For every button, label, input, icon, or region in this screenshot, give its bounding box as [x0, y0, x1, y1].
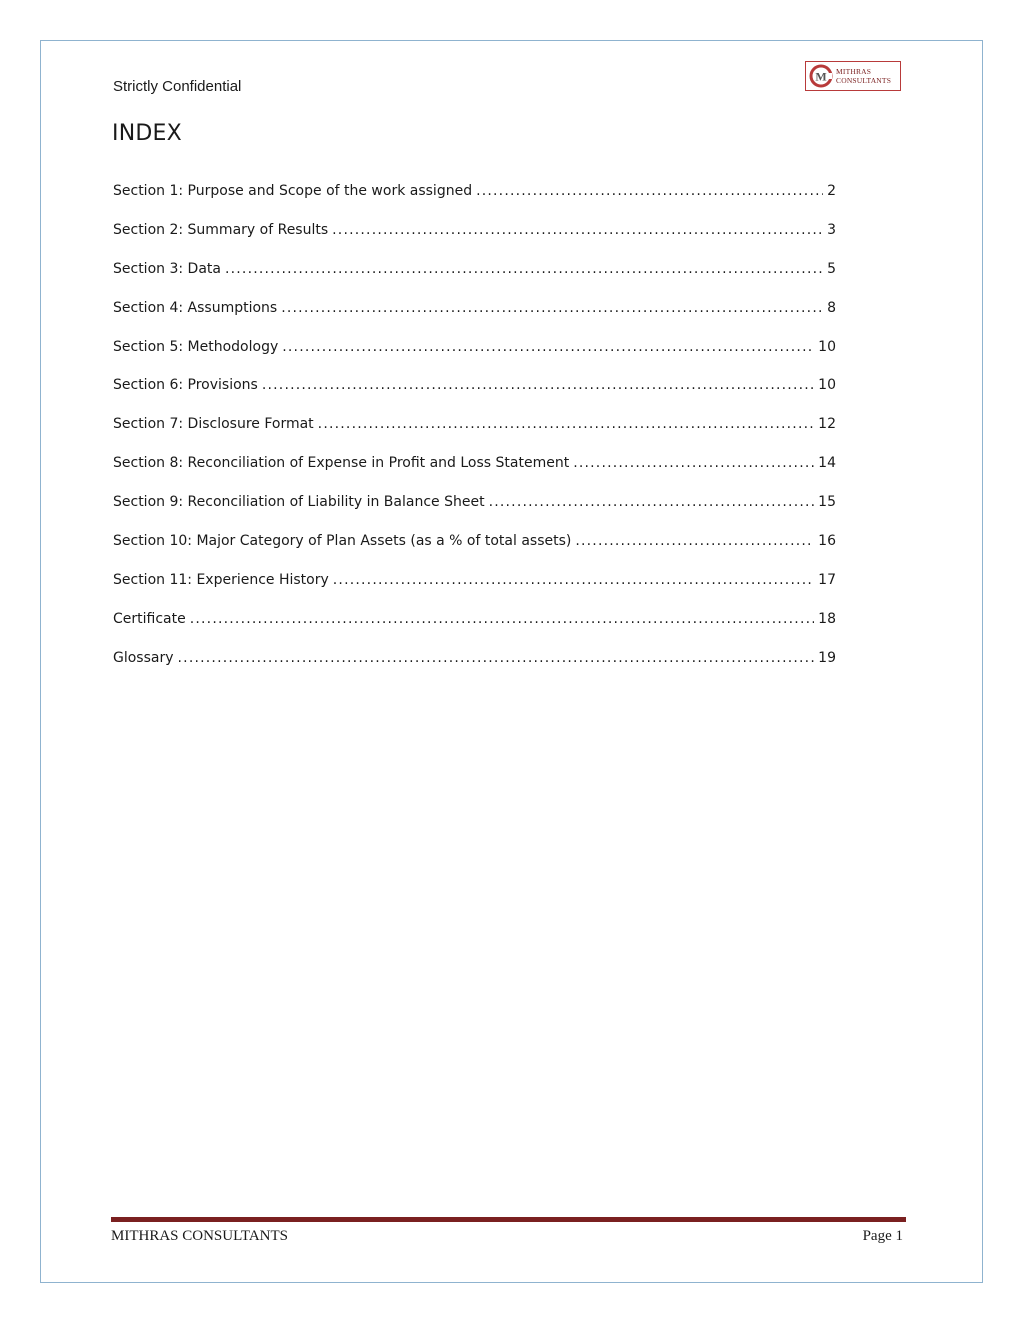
toc-entry-title: Section 11: Experience History	[113, 571, 329, 588]
footer-company-name: MITHRAS CONSULTANTS	[111, 1228, 289, 1244]
toc-leader	[190, 611, 814, 627]
toc-entry-title: Section 3: Data	[113, 260, 221, 277]
toc-leader	[225, 261, 823, 277]
toc-entry-title: Glossary	[113, 649, 174, 666]
toc-leader	[178, 650, 815, 666]
toc-entry-title: Section 9: Reconciliation of Liability in Balance Sheet	[113, 494, 485, 511]
toc-entry-page: 10	[818, 377, 836, 394]
toc-entry-title: Section 1: Purpose and Scope of the work assigned	[113, 183, 473, 199]
confidential-label: Strictly Confidential	[113, 78, 242, 95]
toc-entry[interactable]	[113, 300, 836, 339]
toc-entry[interactable]	[113, 650, 836, 689]
toc-entry[interactable]	[113, 455, 836, 494]
toc-entry-title: Section 5: Methodology	[113, 338, 279, 355]
toc-entry-page: 5	[827, 260, 836, 277]
page-title: INDEX	[112, 121, 182, 146]
toc-entry-title: Section 10: Major Category of Plan Assets (as a % of total assets)	[113, 533, 572, 550]
toc-entry-page: 16	[818, 533, 836, 550]
mithras-logo-icon	[809, 64, 833, 88]
toc-entry-title: Section 8: Reconciliation of Expense in Profit and Loss Statement	[113, 455, 570, 472]
logo-text	[836, 67, 891, 85]
logo-line-2: CONSULTANTS	[836, 76, 892, 85]
toc-entry-page: 3	[827, 221, 836, 238]
toc-entry[interactable]	[113, 377, 836, 416]
toc-entry-title: Section 2: Summary of Results	[113, 221, 329, 238]
toc-entry-page: 15	[818, 494, 836, 511]
toc-entry[interactable]	[113, 222, 836, 261]
toc-leader	[575, 533, 814, 549]
toc-entry[interactable]	[113, 494, 836, 533]
footer-divider	[111, 1217, 906, 1222]
toc-entry-page: 12	[818, 416, 836, 433]
toc-leader	[318, 416, 815, 432]
toc-entry[interactable]	[113, 416, 836, 455]
toc-entry[interactable]	[113, 572, 836, 611]
toc-entry[interactable]	[113, 533, 836, 572]
toc-leader	[262, 377, 814, 393]
toc-leader	[573, 455, 814, 471]
toc-entry-page: 19	[818, 649, 836, 666]
toc-entry-page: 10	[818, 338, 836, 355]
toc-entry-page: 8	[827, 299, 836, 316]
toc-entry[interactable]	[113, 611, 836, 650]
logo-line-1: MITHRAS	[836, 67, 872, 76]
svg-text:M: M	[815, 69, 827, 84]
company-logo	[805, 61, 901, 91]
toc-leader	[476, 183, 823, 199]
toc-entry[interactable]	[113, 261, 836, 300]
toc-entry-page: 14	[818, 455, 836, 472]
toc-leader	[282, 339, 814, 355]
toc-leader	[332, 222, 823, 238]
toc-entry-title: Section 4: Assumptions	[113, 299, 278, 316]
toc-entry-title: Section 7: Disclosure Format	[113, 416, 314, 433]
toc-entry-page: 2	[827, 183, 836, 199]
toc-leader	[333, 572, 814, 588]
toc-entry[interactable]	[113, 183, 836, 222]
toc-entry-page: 18	[818, 610, 836, 627]
toc-entry-title: Certificate	[113, 610, 186, 627]
footer-page-number: Page 1	[862, 1228, 903, 1244]
table-of-contents	[113, 183, 836, 689]
toc-leader	[489, 494, 815, 510]
toc-entry-page: 17	[818, 571, 836, 588]
toc-entry[interactable]	[113, 339, 836, 378]
toc-leader	[281, 300, 823, 316]
toc-entry-title: Section 6: Provisions	[113, 377, 258, 394]
